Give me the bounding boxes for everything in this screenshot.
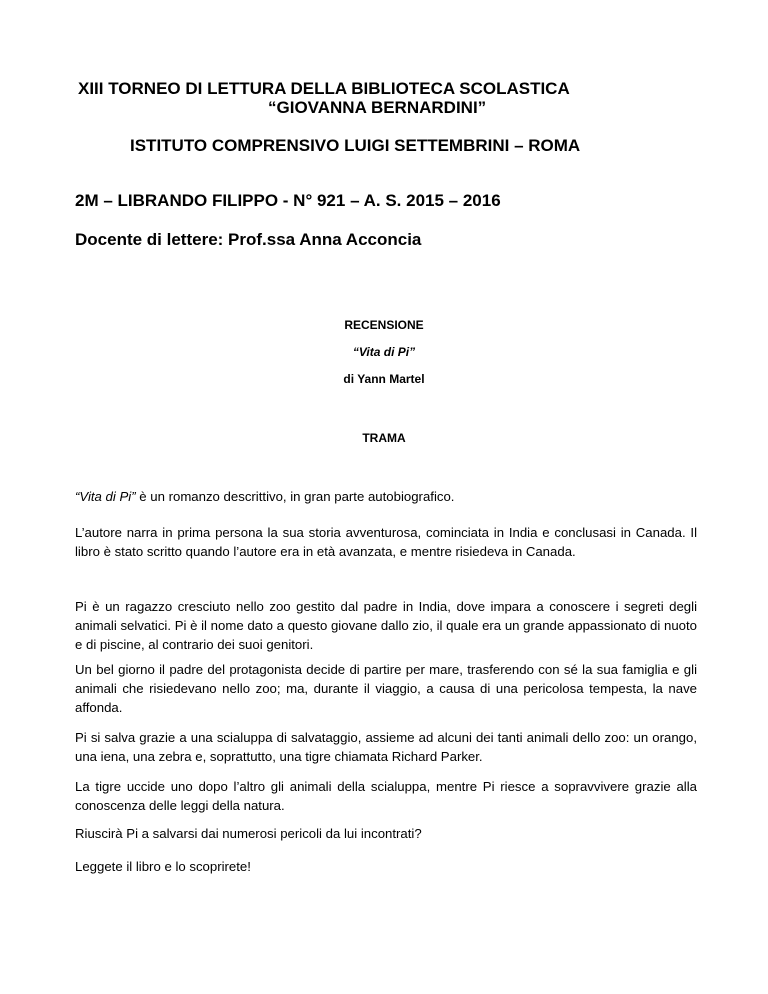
review-label: RECENSIONE <box>344 318 424 332</box>
student-info: 2M – LIBRANDO FILIPPO - N° 921 – A. S. 2015 – 2016 <box>75 191 501 210</box>
paragraph-6: La tigre uccide uno dopo l’altro gli animali della scialuppa, mentre Pi riesce a sopravvivere grazie alla conoscenza delle leggi della natura. <box>75 779 697 813</box>
header-line-1: XIII TORNEO DI LETTURA DELLA BIBLIOTECA SCOLASTICA <box>78 79 570 98</box>
paragraph-1 <box>75 487 697 506</box>
paragraph-4: Un bel giorno il padre del protagonista decide di partire per mare, trasferendo con sé la sua famiglia e gli animali che risiedevano nello zoo; ma, durante il viaggio, a causa di una pericolosa tempesta, la nave affonda. <box>75 662 697 715</box>
paragraph-1-text: è un romanzo descrittivo, in gran parte autobiografico. <box>135 489 455 504</box>
teacher-info: Docente di lettere: Prof.ssa Anna Acconcia <box>75 230 422 249</box>
book-author: di Yann Martel <box>343 372 425 386</box>
school-name: ISTITUTO COMPRENSIVO LUIGI SETTEMBRINI – ROMA <box>130 136 581 155</box>
paragraph-1-title: “Vita di Pi” <box>75 489 136 504</box>
paragraph-3: Pi è un ragazzo cresciuto nello zoo gestito dal padre in India, dove impara a conoscere i segreti degli animali selvatici. Pi è il nome dato a questo giovane dallo zio, il quale era un grande appassionato di nuoto e di piscine, al contrario dei suoi genitori. <box>75 599 697 652</box>
paragraph-2: L’autore narra in prima persona la sua storia avventurosa, cominciata in India e conclusasi in Canada. Il libro è stato scritto quando l’autore era in età avanzata, e mentre risiedeva in Canada. <box>75 525 697 559</box>
paragraph-8: Leggete il libro e lo scoprirete! <box>75 859 251 874</box>
book-title: “Vita di Pi” <box>352 345 416 359</box>
header-line-2: “GIOVANNA BERNARDINI” <box>268 98 487 117</box>
paragraph-7: Riuscirà Pi a salvarsi dai numerosi pericoli da lui incontrati? <box>75 826 422 841</box>
paragraph-5: Pi si salva grazie a una scialuppa di salvataggio, assieme ad alcuni dei tanti animali dello zoo: un orango, una iena, una zebra e, soprattutto, una tigre chiamata Richard Parker. <box>75 730 697 764</box>
section-heading: TRAMA <box>362 431 406 445</box>
